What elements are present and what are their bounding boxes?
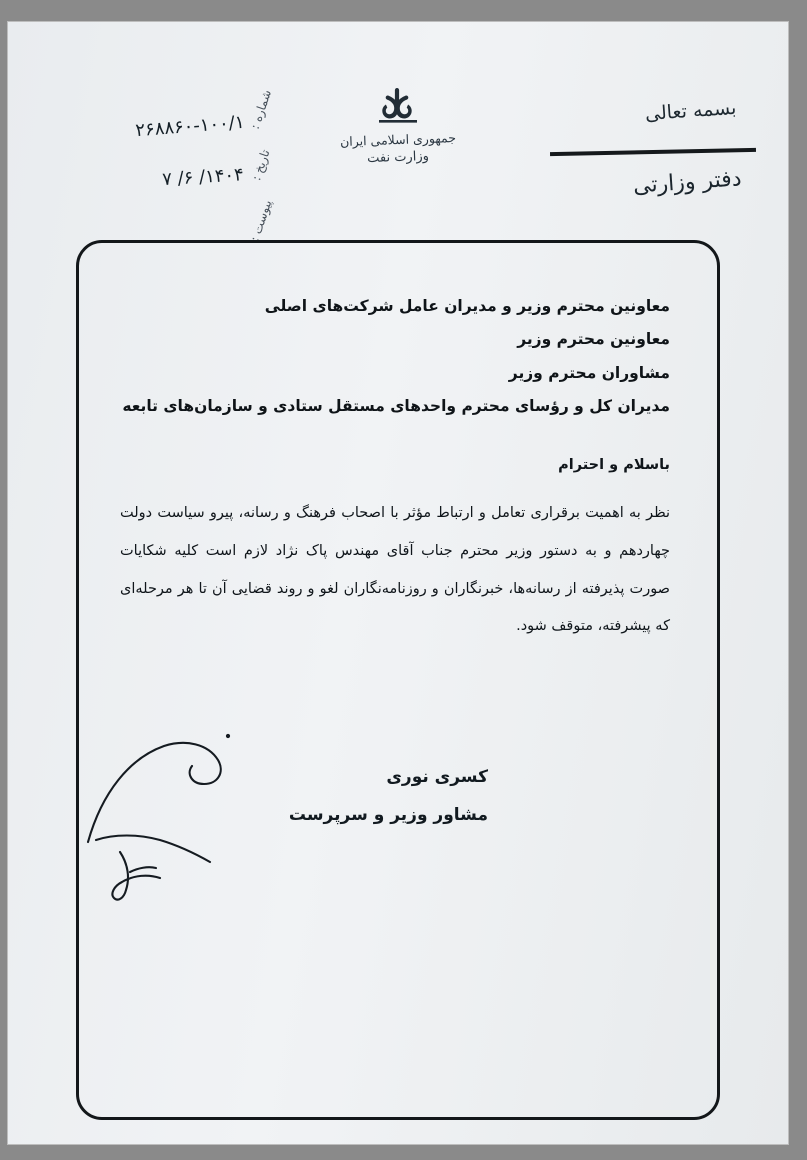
signature-block — [248, 767, 488, 825]
meta-date-value: ١۴٠۴/ ۶/ ٧ — [162, 163, 245, 190]
addressee-item: معاونین محترم وزیر و مدیران عامل شرکت‌های اصلی — [264, 297, 670, 315]
ministry-name: وزارت نفت — [366, 148, 430, 167]
addressee-list — [110, 290, 670, 423]
addressee-item: مدیران کل و رؤسای محترم واحدهای مستقل ستادی و سازمان‌های تابعه — [122, 396, 670, 415]
document-page — [8, 22, 788, 1144]
meta-attachment-label: پیوست : — [247, 198, 275, 244]
signature-title: مشاور وزیر و سرپرست — [288, 805, 488, 825]
meta-number-label: شماره : — [247, 88, 274, 131]
meta-date-row — [38, 147, 273, 192]
emblem-block — [298, 84, 498, 165]
signature-name: کسری نوری — [386, 767, 488, 787]
addressee-item: معاونین محترم وزیر — [517, 330, 670, 349]
salutation: باسلام و احترام — [558, 457, 670, 474]
document-meta — [38, 88, 275, 259]
meta-number-value: ١٠٠/١-٢۶٨٨۶٠ — [134, 111, 245, 141]
page-background — [8, 22, 788, 1144]
body-paragraph: نظر به اهمیت برقراری تعامل و ارتباط مؤثر با اصحاب فرهنگ و رسانه، پیرو سیاست دولت چهاردهم و به دستور وزیر محترم جناب آقای مهندس پاک نژاد لازم است کلیه شکایات صورت پذیرفته از رسانه‌ها، خبرنگاران و روزنامه‌نگاران لغو و روند قضایی آن تا هر مرحله‌ای که پیشرفته، متوقف شود. — [120, 505, 670, 635]
meta-number-row — [37, 88, 274, 141]
organization-name: جمهوری اسلامی ایران — [339, 129, 457, 150]
iran-emblem-icon — [298, 84, 498, 126]
office-title: دفتر وزارتی — [632, 166, 743, 199]
letterhead — [8, 22, 788, 244]
letter-body — [110, 280, 670, 646]
addressee-item: مشاوران محترم وزیر — [508, 363, 670, 382]
meta-date-label: تاریخ : — [249, 147, 273, 182]
besmeh-taali: بسمه تعالی — [644, 96, 737, 126]
header-rule — [550, 148, 756, 156]
